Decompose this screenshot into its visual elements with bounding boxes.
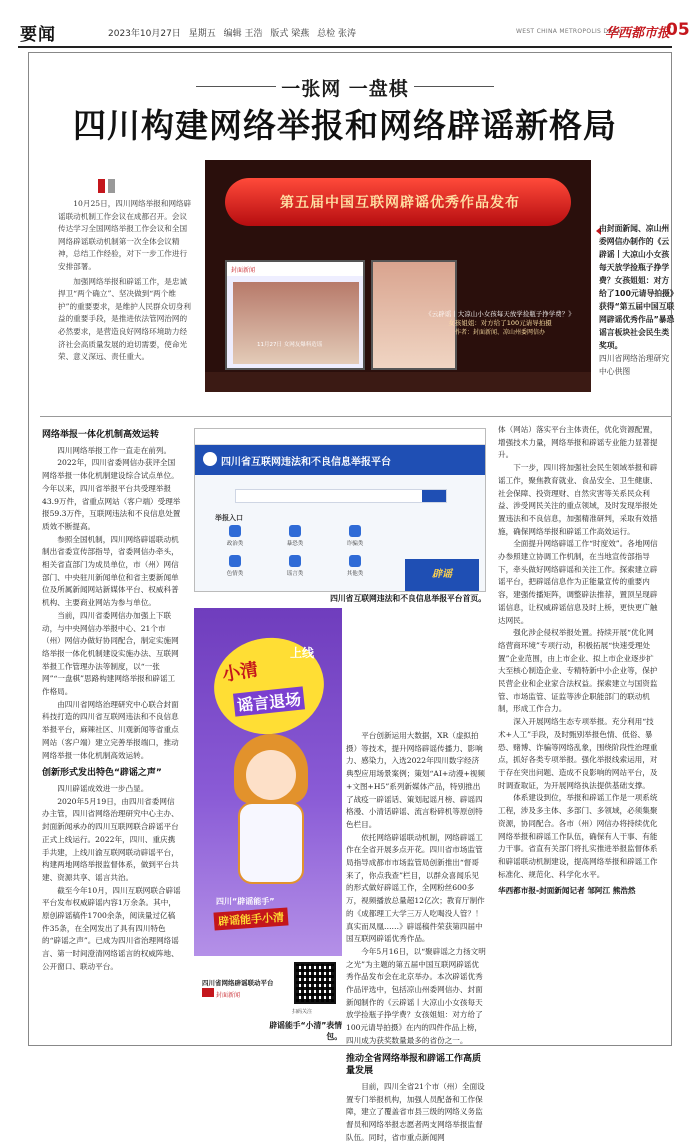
paragraph: 当前，四川省委网信办加强上下联动，与中央网信办举报中心、21个市（州）网信办做好协同配合，制定实施网络举报一体化机制建设实施办法、互联网举报工作管理办法等制度，以“一张网”“一盘棋”思路构建网络举报和辟谣工作格局。 [42, 610, 179, 697]
lead-marks [98, 178, 118, 197]
poster-title-slogan: 谣言退场 [233, 686, 305, 716]
cover-news-logo-icon [202, 988, 214, 997]
paragraph: 依托网络辟谣联动机制，网络辟谣工作在全省开展多点开花。四川省市场监管局指导成都市市场监管局创新推出“督哥来了，你点我查”栏目，以群众喜闻乐见的形式做好辟谣工作，全网粉丝600多万，视频播放总量超12亿次；教育厅制作的《成都理工大学三万人吃喝没人管？！真实而凤凰……》辟谣稿件荣获第四届中国互联网辟谣优秀作品。 [346, 832, 485, 944]
editor: 编辑 王浩 [223, 29, 263, 39]
poster-title-name: 小清 [220, 659, 260, 686]
category-tile [275, 525, 315, 549]
stage-caption-line: 女孩姐姐：对方给了100元请导拍摄 [448, 319, 552, 327]
stage-caption [425, 310, 575, 337]
paragraph: 截至今年10月，四川互联网联合辟谣平台发布权威辟谣内容1万余条。其中，原创辟谣稿件1700余条，阅读量过亿稿件35条，在全网发出了具有四川特色的“辟谣之声”。已成为四川省治理网络谣言、第一时间澄清网络谣言的权威阵地、公开窗口、联动平台。 [42, 885, 181, 971]
article-column-2 [346, 730, 486, 1145]
section-title: 要闻 [20, 25, 56, 45]
category-label: 诈骗类 [346, 541, 364, 547]
issue-weekday: 星期五 [188, 29, 216, 39]
stage-title: 第五届中国互联网辟谣优秀作品发布 [280, 195, 520, 211]
category-tile [335, 525, 375, 549]
subheading: 推动全省网络举报和辟谣工作高质量发展 [346, 1053, 482, 1077]
paragraph: 下一步，四川将加强社会民生领域举报和辟谣工作，聚焦教育就业、食品安全、卫生健康、社会保障、投资理财、自然灾害等关系民众利益、涉受网民关注的重点领域，及时发现举报处置违法和不良信息，加强精准研判，采取有效措施，确保网络举报和辟谣工作高效运行。 [498, 463, 658, 536]
category-icon [349, 525, 361, 537]
masthead [18, 20, 690, 46]
paragraph: 全面提升网络辟谣工作“时度效”。各地网信办参照建立协调工作机制，在当地宣传部指导下，牵头做好网络辟谣和关注工作。探索建立辟谣平台，把辟谣信息作为正能量宣传的重要内容，建强传播矩阵，调整辟法推荐，置顶呈现辟谣信息，让权威辟谣信息及时上桥，更快更广触达网民。 [498, 539, 658, 625]
poster-organizer-2: 封面新闻 [216, 992, 241, 999]
issue-info [108, 26, 361, 39]
kicker: 一张网 一盘棋 [281, 78, 409, 100]
paragraph: 由四川省网络治理研究中心联合封面科技打造的四川省互联网违法和不良信息举报平台，麻辣社区、川观新闻等省重点网站（客户端）建立完善举报端口，推动网络举报一体化机制高效运转。 [42, 699, 179, 760]
paragraph: 体系建设到位，举报和辟谣工作是一项系统工程，涉及多主体、多部门、多领域，必须集聚资源，协同配合。各市（州）网信办将持续优化网络举报和辟谣工作队伍，确保有人干事、有能力干事。省直有关部门将扎实推进举报监督体系和辟谣联动机制建设，提高网络举报和辟谣工作标准化、规范化、科学化水平。 [498, 793, 658, 879]
section-rule [40, 416, 672, 417]
category-icon [289, 525, 301, 537]
event-photo [205, 160, 591, 392]
paragraph: 四川辟谣成效进一步凸显。 [57, 783, 149, 793]
stage-floor [205, 372, 591, 392]
mascot-illustration [228, 734, 314, 884]
stage-caption-line: 《云辟谣丨大凉山小女孩每天放学捡瓶子挣学费？》 [425, 310, 575, 318]
category-tile [215, 525, 255, 549]
qr-code-icon [294, 962, 336, 1004]
screen-bar: 封面新闻 [227, 262, 363, 276]
paragraph: 2022年，四川省委网信办获评全国网络举报一体化机制建设综合试点单位。今年以来，四川省举报平台共受理举报43.9万件，省重点网站（客户端）受理举报59.3万件，互联网违法和不良信息处置质效不断提高。 [42, 458, 181, 531]
poster-organizer: 四川省网络辟谣联动平台 [202, 979, 274, 987]
paragraph: 体（网站）落实平台主体责任，优化资源配置，增强技术力量，网络举报和辟谣专业能力显著提升。 [498, 425, 658, 460]
paragraph: 强化涉企侵权举报处置。持续开展“优化网络营商环境”专项行动，积极拓展“快速受理处置”企业范围，由上市企业、拟上市企业逐步扩大至核心制造企业、专精特新中小企业等，保护民营企业和企业家合法权益。探索建立与国资监管、市场监管、证监等涉企职能部门的联动机制，形成工作合力。 [498, 628, 658, 714]
category-label: 其他类 [346, 571, 364, 577]
page-number: 05 [666, 20, 690, 40]
kicker-rule-right [414, 86, 494, 87]
screen-image [233, 282, 359, 364]
mascot-face [246, 750, 296, 800]
category-icon [349, 555, 361, 567]
lead-mark-grey [108, 179, 115, 193]
paragraph: 平台创新运用大数据，XR（虚拟拍摄）等技术，提升网络辟谣传播力、影响力、感染力，入选2022年四川数字经济典型应用场景案例；策划“AI+动漫+视频+文图+H5”系列新媒体产品，特别推出了战疫一辟谣话、策划起谣月榜、辟谣四格漫、小清话辟谣、流言粉碎机等原创特色栏目。 [346, 731, 485, 829]
poster-slogan: 四川“辟谣能手” [216, 897, 275, 906]
poster-caption: 辟谣能手“小清”表情包。 [269, 1021, 342, 1041]
platform-search-box [235, 489, 447, 503]
paragraph: 参照全国机制，四川网络辟谣联动机制出省委宣传部指导，省委网信办牵头，相关省直部门为成员单位，市（州）网信部门、中央驻川新闻单位和省主要新闻单位及所属新闻网站新媒体平台、权威科普机构、主要商业网站为参与单位。 [42, 534, 179, 608]
paper-name-en: WEST CHINA METROPOLIS DAILY [516, 28, 622, 35]
lead-paragraph: 10月25日，四川网络举报和网络辟谣联动机制工作会议在成都召开。会议传达学习全国网络举报工作会议和全国网络辟谣联动机制第一次全体会议精神，总结工作经验，对下一步工作进行安排部署。 [58, 199, 192, 271]
platform-banner [195, 445, 485, 475]
masthead-rule [18, 46, 672, 48]
category-label: 暴恐类 [286, 541, 304, 547]
screenshot-caption: 四川省互联网违法和不良信息举报平台首页。 [330, 594, 486, 603]
article-column-1 [42, 424, 182, 974]
subheading: 网络举报一体化机制高效运转 [42, 430, 160, 440]
paper-logo: 华西都市报 [605, 26, 671, 41]
paragraph: 今年5月16日，以“聚辟谣之力扬文明之光”为主题的第五届中国互联网辟谣优秀作品发布会在北京举办。本次辟谣优秀作品评选中，包括凉山州委网信办、封面新闻制作的《云辟谣丨大凉山小女孩每天放学捡瓶子挣学费？女孩姐姐：对方给了100元请导拍摄》在内的四件作品上榜，四川成为获奖数量最多的省份之一。 [346, 946, 486, 1045]
headline: 四川构建网络举报和网络辟谣新格局 [73, 106, 617, 145]
paragraph: 深入开展网络生态专项举报。充分利用“技术+人工”手段，及时甄别举报色情、低俗、暴恐、赌博、诈骗等网络乱象，围绕阶段性治理重点，抓好各类专项举报。强化举报线索运用，对于存在突出问题、造成不良影响的网站平台，及时调查取证，为开展网络执法提供基础支撑。 [498, 717, 658, 790]
browser-bar [195, 429, 485, 445]
paragraph: 目前，四川全省21个市（州）全面设置专门举报机构，加强人员配备和工作保障，建立了覆盖省市县三级的网络义务监督员和网络举报志愿者两支网络举报监督队伍。同时，省市重点新闻网 [346, 1081, 485, 1142]
category-label: 色情类 [226, 571, 244, 577]
photo-caption-text: 由封面新闻、凉山州委网信办制作的《云辟谣丨大凉山小女孩每天放学捡瓶子挣学费？女孩姐姐：对方给了100元请导拍摄》获得“第五届中国互联网辟谣优秀作品”暴恐谣言板块社会民生类奖项。 [599, 224, 675, 350]
category-icon [289, 555, 301, 567]
lead-paragraph: 加强网络举报和辟谣工作，是忠诚捍卫“两个确立”、坚决做到“两个维护”的重要要求，是维护人民群众切身利益的重要手段，是推进依法管网治网的必然要求，是营造良好网络环境助力经济社会高质量发展的迫切需要，使命光荣、意义深远、责任重大。 [58, 276, 191, 362]
designer: 版式 梁燕 [270, 29, 310, 39]
article-column-3 [498, 424, 660, 898]
mascot-poster [194, 608, 342, 1024]
platform-logo-icon [203, 452, 217, 466]
category-label: 政治类 [226, 541, 244, 547]
stage-caption-line: 作者：封面新闻、凉山州委网信办 [454, 329, 545, 336]
poster-footer [194, 956, 342, 1024]
category-icon [229, 555, 241, 567]
screen-caption: 11月27日 女网友爆料造谣 [257, 342, 323, 348]
proofreader: 总检 张涛 [317, 29, 356, 39]
category-tile [215, 555, 255, 579]
search-icon [422, 490, 446, 502]
byline: 华西都市报-封面新闻记者 邹阿江 熊浩然 [498, 886, 636, 896]
category-tile [275, 555, 315, 579]
lead-paragraphs [58, 198, 192, 366]
qr-caption: 扫码关注 [292, 1009, 313, 1015]
mascot-body [238, 802, 304, 884]
category-label: 谣言类 [286, 571, 304, 577]
report-platform-screenshot [194, 428, 486, 592]
paragraph: 四川网络举报工作一直走在前列。 [57, 445, 172, 455]
category-icon [229, 525, 241, 537]
photo-caption [599, 222, 675, 378]
poster-title-launch: 上线 [290, 646, 315, 660]
entry-label: 举报入口 [215, 514, 243, 522]
photo-credit: 四川省网络治理研究中心供图 [599, 354, 670, 376]
rumor-promo-banner: 辟谣 [405, 559, 479, 591]
paragraph: 2020年5月19日，由四川省委网信办主管，四川省网络治理研究中心主办、封面新闻承办的四川互联网联合辟谣平台正式上线运行。2022年，四川、重庆携手共建，上线川渝互联网联动辟谣平台，构建两地网络举报监督体系，做到平台共建、资源共享、谣言共治。 [42, 796, 179, 882]
poster-slogan-banner: 辟谣能手小清 [213, 907, 288, 930]
video-screen [225, 260, 365, 370]
lead-mark-red [98, 179, 105, 193]
issue-date: 2023年10月27日 [108, 29, 181, 39]
subheading: 创新形式发出特色“辟谣之声” [42, 768, 162, 779]
category-tile [335, 555, 375, 579]
platform-title: 四川省互联网违法和不良信息举报平台 [221, 457, 391, 468]
